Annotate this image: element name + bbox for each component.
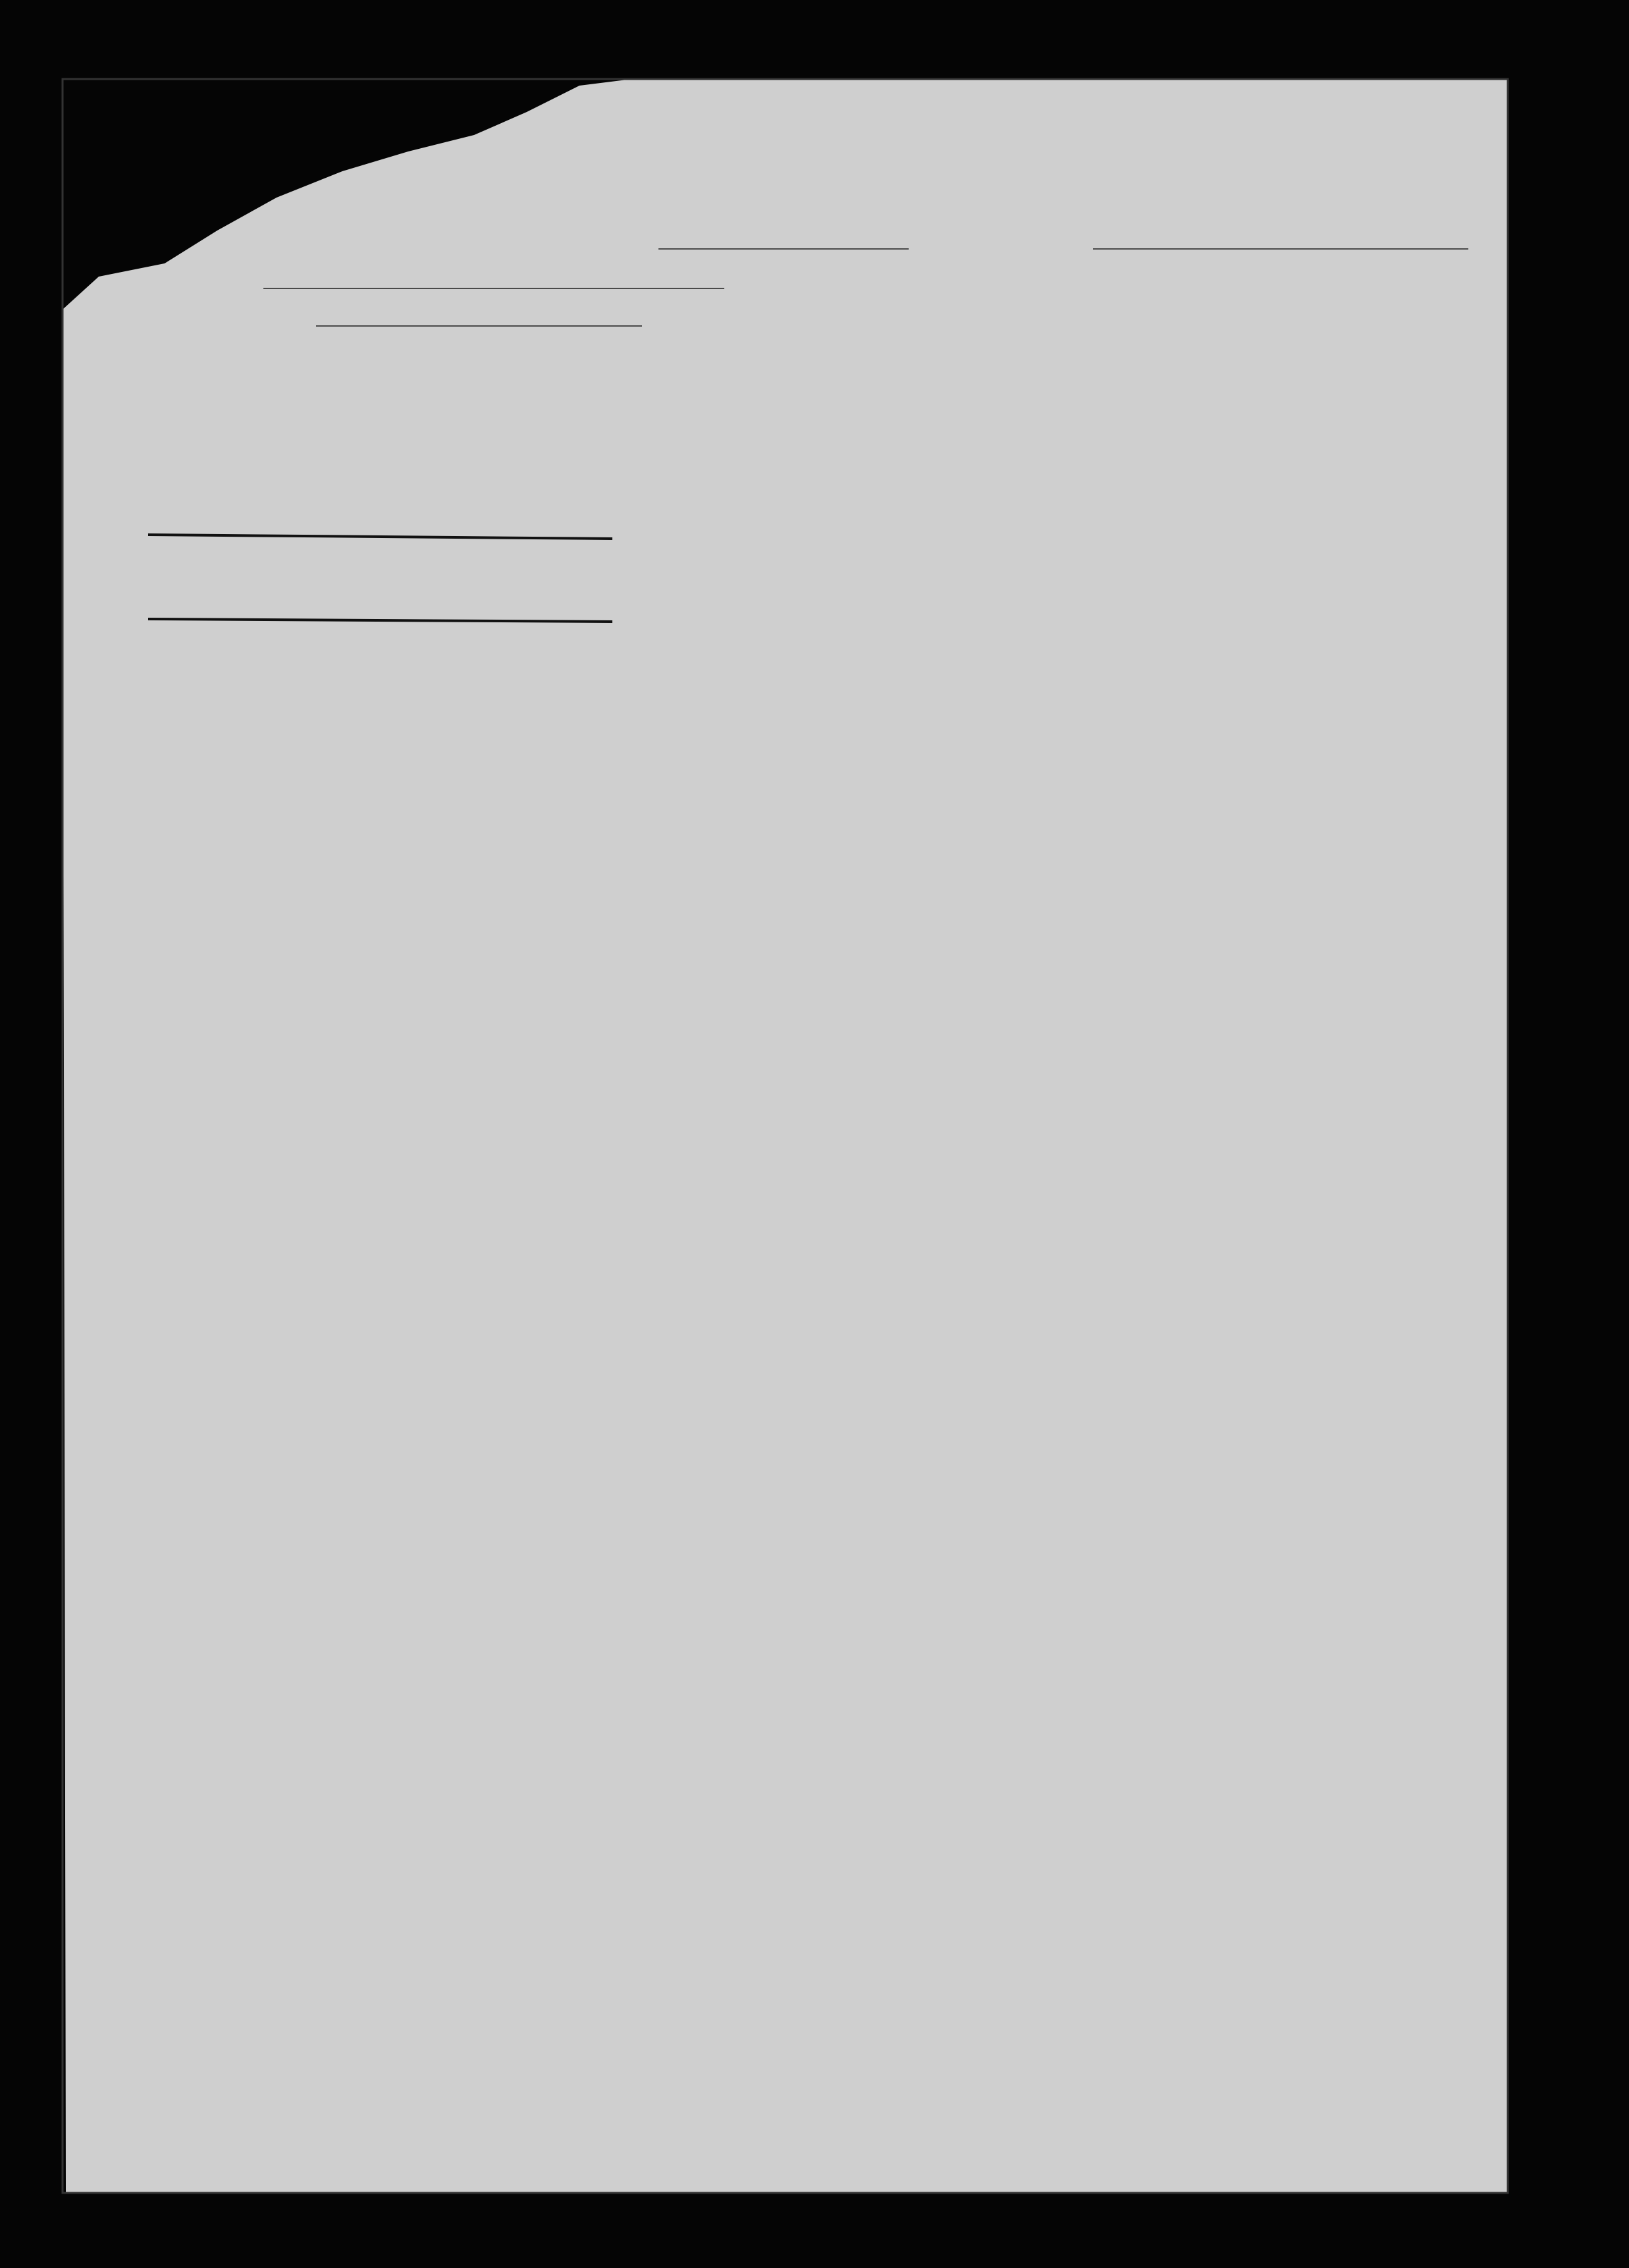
paper-sheet xyxy=(63,79,1508,2193)
